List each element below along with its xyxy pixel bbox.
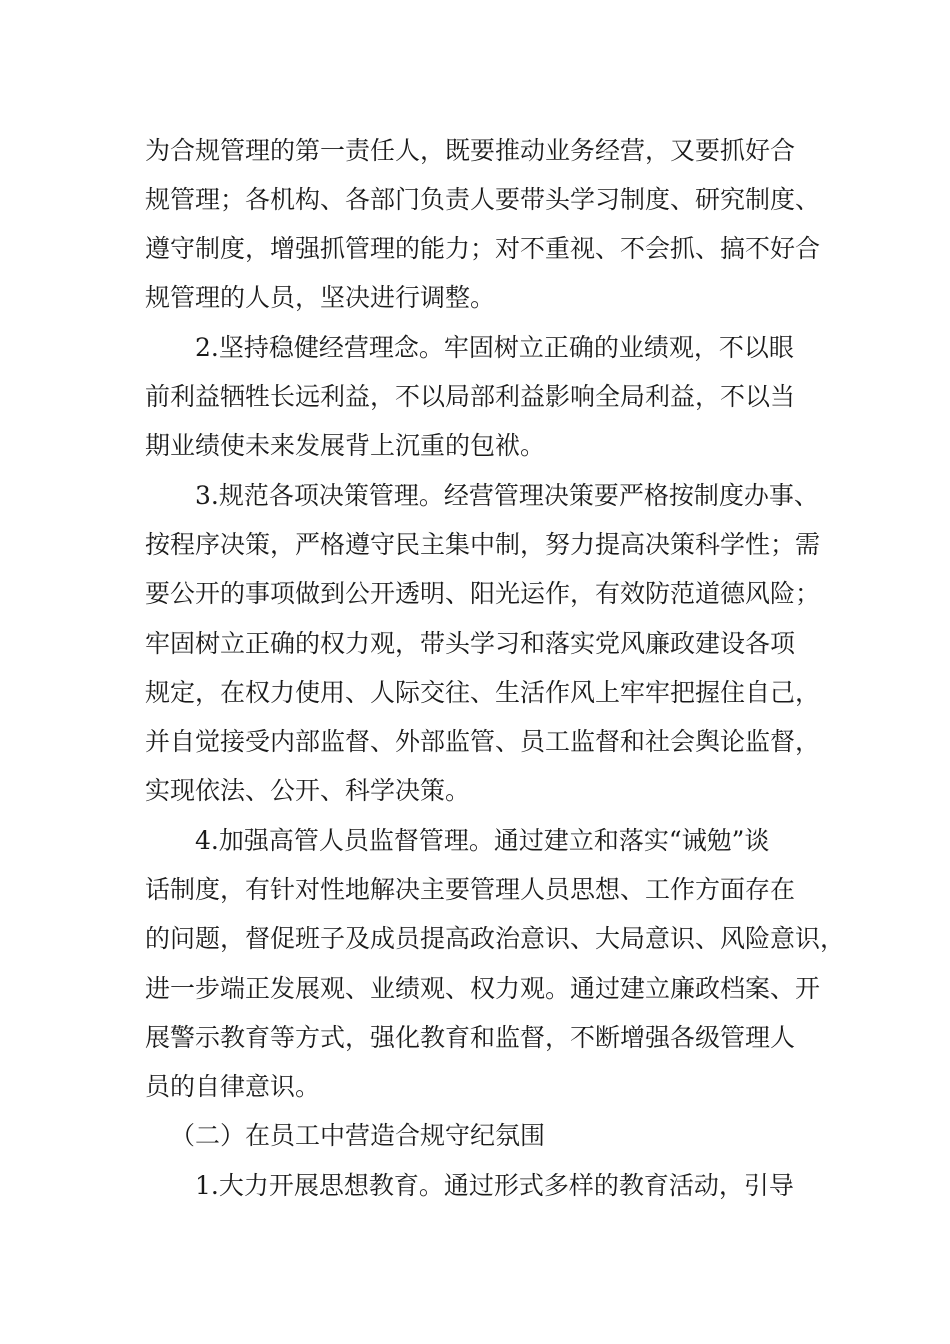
text-line: 话制度，有针对性地解决主要管理人员思想、工作方面存在 xyxy=(145,875,796,904)
text-line: 遵守制度，增强抓管理的能力；对不重视、不会抓、搞不好合 xyxy=(145,234,821,263)
text-line: 前利益牺牲长远利益，不以局部利益影响全局利益，不以当 xyxy=(145,382,796,411)
text-line: 1.大力开展思想教育。通过形式多样的教育活动，引导 xyxy=(195,1171,794,1200)
text-line: 期业绩使未来发展背上沉重的包袱。 xyxy=(145,431,546,460)
text-line: 要公开的事项做到公开透明、阳光运作，有效防范道德风险； xyxy=(145,579,821,608)
text-line: 规管理；各机构、各部门负责人要带头学习制度、研究制度、 xyxy=(145,185,821,214)
text-line: 牢固树立正确的权力观，带头学习和落实党风廉政建设各项 xyxy=(145,629,796,658)
text-line: 并自觉接受内部监督、外部监管、员工监督和社会舆论监督， xyxy=(145,727,821,756)
text-line: 为合规管理的第一责任人，既要推动业务经营，又要抓好合 xyxy=(145,136,796,165)
text-line: 展警示教育等方式，强化教育和监督，不断增强各级管理人 xyxy=(145,1023,796,1052)
text-line: 规管理的人员，坚决进行调整。 xyxy=(145,283,496,312)
text-line: 实现依法、公开、科学决策。 xyxy=(145,776,471,805)
text-line: 规定，在权力使用、人际交往、生活作风上牢牢把握住自己， xyxy=(145,678,821,707)
text-line: 3.规范各项决策管理。经营管理决策要严格按制度办事、 xyxy=(195,481,819,510)
text-line: 2.坚持稳健经营理念。牢固树立正确的业绩观，不以眼 xyxy=(195,333,794,362)
text-line: 4.加强高管人员监督管理。通过建立和落实“诫勉”谈 xyxy=(195,826,770,855)
text-line: 进一步端正发展观、业绩观、权力观。通过建立廉政档案、开 xyxy=(145,974,821,1003)
section-heading: （二）在员工中营造合规守纪氛围 xyxy=(170,1121,546,1150)
text-line: 按程序决策，严格遵守民主集中制，努力提高决策科学性；需 xyxy=(145,530,821,559)
text-line: 的问题，督促班子及成员提高政治意识、大局意识、风险意识， xyxy=(145,924,846,953)
text-line: 员的自律意识。 xyxy=(145,1072,321,1101)
